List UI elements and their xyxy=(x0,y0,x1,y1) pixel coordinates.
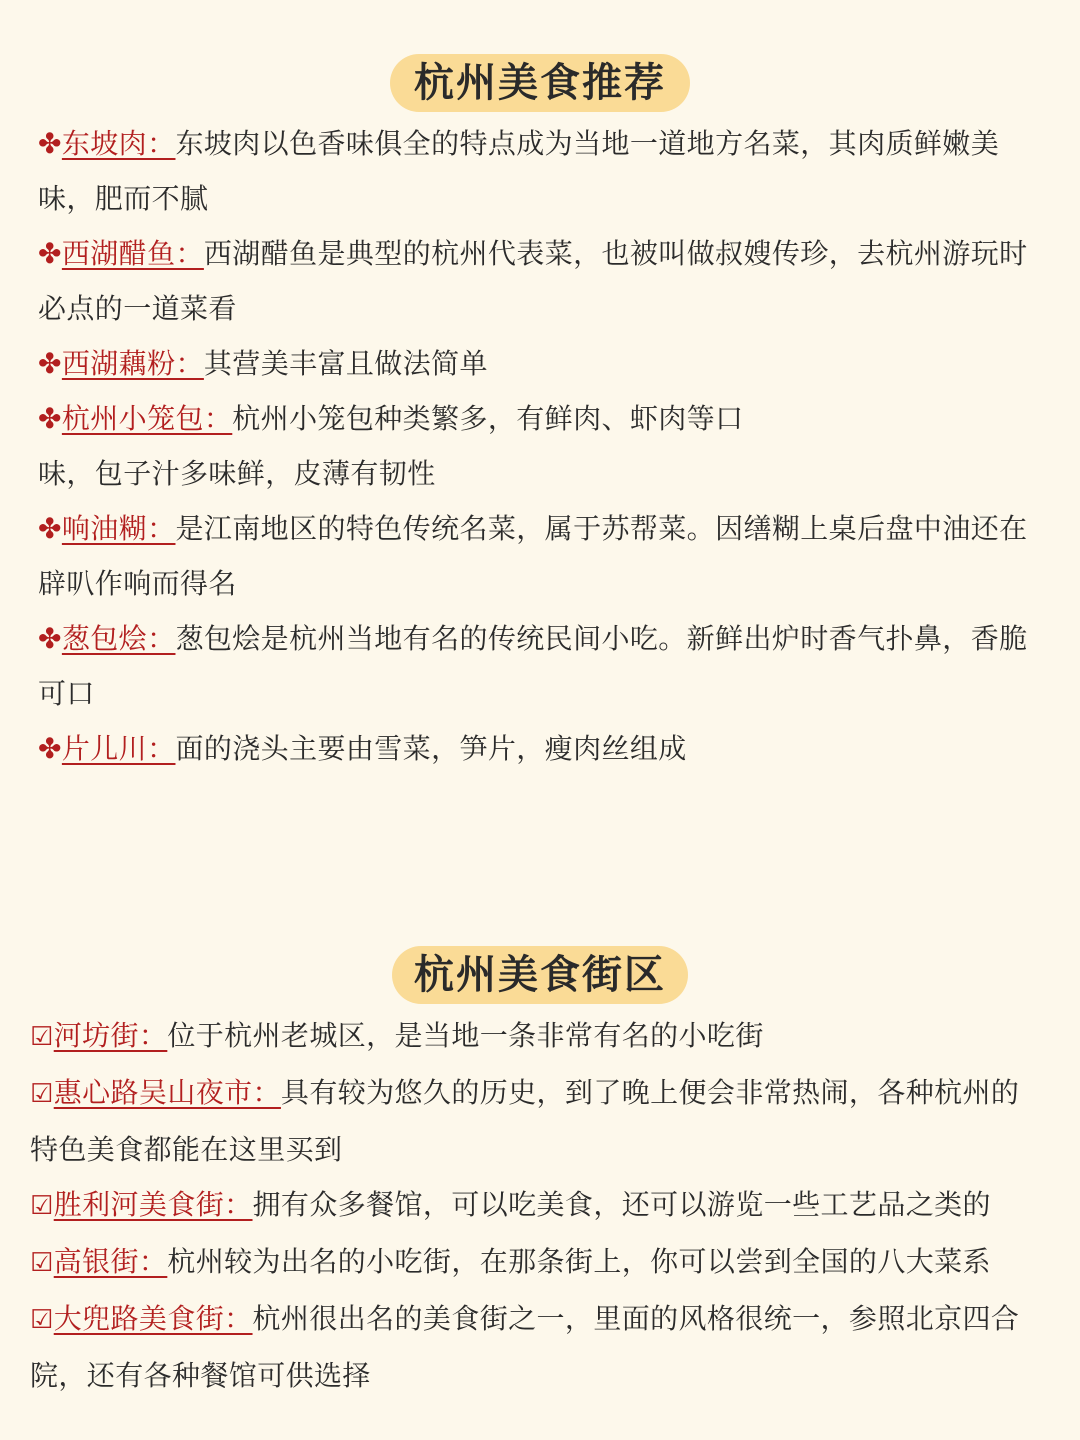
streets-section-title: 杭州美食街区 xyxy=(392,946,688,1004)
street-name-link[interactable]: 惠心路吴山夜市： xyxy=(53,1076,281,1109)
flower-bullet-icon: ✤ xyxy=(38,347,62,380)
food-title-wrap xyxy=(0,54,1080,116)
food-description: 面的浇头主要由雪菜，笋片，瘦肉丝组成 xyxy=(175,732,687,765)
food-item xyxy=(38,501,1050,611)
food-name-link[interactable]: 西湖醋鱼： xyxy=(61,237,204,270)
street-item xyxy=(30,1065,1045,1177)
street-description: 位于杭州老城区，是当地一条非常有名的小吃街 xyxy=(167,1019,764,1052)
street-description: 具有较为悠久的历史，到了晚上便会非常热闹，各种杭州的特色美食都能在这里买到 xyxy=(30,1076,1020,1166)
street-name-link[interactable]: 胜利河美食街： xyxy=(53,1188,253,1221)
flower-bullet-icon: ✤ xyxy=(38,237,62,270)
checkbox-bullet-icon: ☑ xyxy=(30,1079,54,1109)
food-item xyxy=(38,116,1050,226)
flower-bullet-icon: ✤ xyxy=(38,622,62,655)
checkbox-bullet-icon: ☑ xyxy=(30,1191,54,1221)
food-streets-section xyxy=(0,946,1080,1403)
food-item xyxy=(38,336,1050,391)
food-description: 东坡肉以色香味俱全的特点成为当地一道地方名菜，其肉质鲜嫩美味，肥而不腻 xyxy=(38,127,1000,215)
food-description: 是江南地区的特色传统名菜，属于苏帮菜。因缮糊上桌后盘中油还在辟叭作响而得名 xyxy=(38,512,1028,600)
flower-bullet-icon: ✤ xyxy=(38,512,62,545)
food-name-link[interactable]: 东坡肉： xyxy=(61,127,176,160)
flower-bullet-icon: ✤ xyxy=(38,732,62,765)
food-recommend-section xyxy=(0,54,1080,776)
flower-bullet-icon: ✤ xyxy=(38,402,62,435)
food-description: 其营美丰富且做法简单 xyxy=(203,347,488,380)
street-description: 拥有众多餐馆，可以吃美食，还可以游览一些工艺品之类的 xyxy=(252,1188,991,1221)
checkbox-bullet-icon: ☑ xyxy=(30,1022,54,1052)
food-description: 葱包烩是杭州当地有名的传统民间小吃。新鲜出炉时香气扑鼻，香脆可口 xyxy=(38,622,1028,710)
checkbox-bullet-icon: ☑ xyxy=(30,1305,54,1335)
food-item xyxy=(38,611,1050,721)
food-item xyxy=(38,226,1050,336)
food-list xyxy=(38,116,1050,776)
food-item-continuation xyxy=(38,446,1050,501)
street-item xyxy=(30,1234,1045,1291)
food-name-link[interactable]: 片儿川： xyxy=(61,732,176,765)
food-description: 杭州小笼包种类繁多，有鲜肉、虾肉等口 xyxy=(232,402,744,435)
food-item xyxy=(38,391,1050,446)
street-name-link[interactable]: 大兜路美食街： xyxy=(53,1302,253,1335)
street-item xyxy=(30,1291,1045,1403)
street-description: 杭州很出名的美食街之一，里面的风格很统一，参照北京四合院，还有各种餐馆可供选择 xyxy=(30,1302,1020,1392)
street-item xyxy=(30,1177,1045,1234)
street-list xyxy=(30,1008,1045,1403)
checkbox-bullet-icon: ☑ xyxy=(30,1248,54,1278)
food-description: 西湖醋鱼是典型的杭州代表菜，也被叫做叔嫂传珍，去杭州游玩时必点的一道菜看 xyxy=(38,237,1028,325)
street-name-link[interactable]: 高银街： xyxy=(53,1245,168,1278)
flower-bullet-icon: ✤ xyxy=(38,127,62,160)
food-section-title: 杭州美食推荐 xyxy=(390,54,690,112)
food-name-link[interactable]: 葱包烩： xyxy=(61,622,176,655)
food-name-link[interactable]: 响油糊： xyxy=(61,512,176,545)
food-description: 味，包子汁多味鲜，皮薄有韧性 xyxy=(38,457,436,490)
street-description: 杭州较为出名的小吃街，在那条街上，你可以尝到全国的八大菜系 xyxy=(167,1245,991,1278)
food-item xyxy=(38,721,1050,776)
streets-title-wrap xyxy=(0,946,1080,1008)
street-item xyxy=(30,1008,1045,1065)
food-name-link[interactable]: 西湖藕粉： xyxy=(61,347,204,380)
street-name-link[interactable]: 河坊街： xyxy=(53,1019,168,1052)
food-name-link[interactable]: 杭州小笼包： xyxy=(61,402,233,435)
